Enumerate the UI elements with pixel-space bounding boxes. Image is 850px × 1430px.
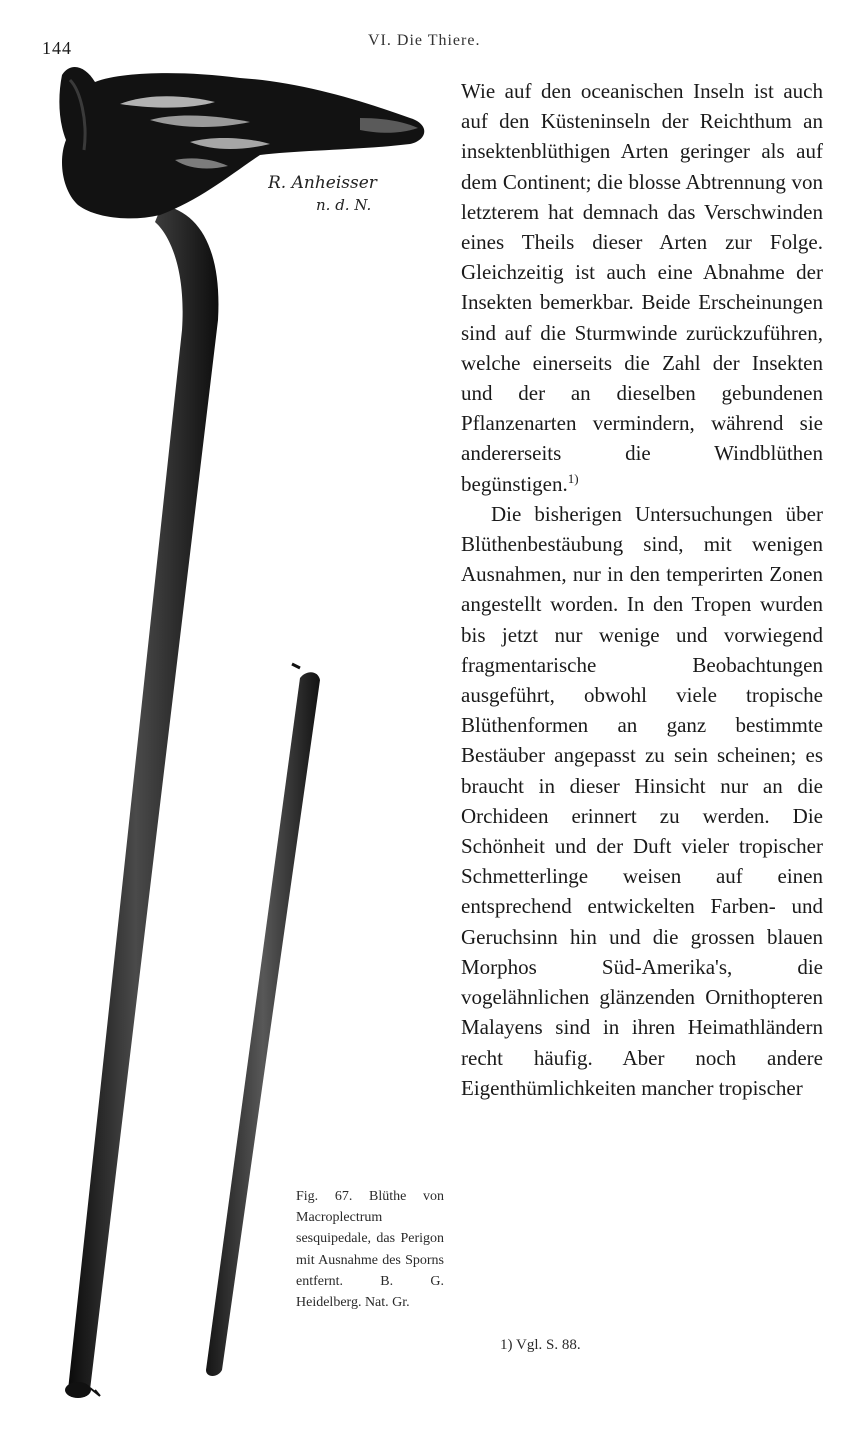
spur-detached-mark <box>292 664 300 668</box>
paragraph-1-text: Wie auf den oceanischen Inseln ist auch auf den Küsteninseln der Reichthum an insektenblüthigen Arten geringer als auf dem Continent; die blosse Abtrennung von letzterem hat demnach das Verschwinden eines Theils dieser Arten zur Folge. Gleichzeitig ist auch eine Abnahme der Insekten bemerkbar. Beide Erscheinungen sind auf die Sturmwinde zurückzuführen, welche einerseits die Zahl der Insekten und der an dieselben gebundenen Pflanzenarten vermindern, während sie andererseits die Windblüthen begünstigen. <box>461 79 823 496</box>
signature-line1: R. Anheisser <box>268 173 377 193</box>
spur-tip <box>65 1382 91 1398</box>
figure-caption: Fig. 67. Blüthe von Macroplectrum sesquipedale, das Perigon mit Ausnahme des Sporns entfernt. B. G. Heidelberg. Nat. Gr. <box>296 1189 444 1311</box>
paragraph-1 <box>461 76 823 499</box>
paragraph-2: Die bisherigen Untersuchungen über Blüthenbestäubung sind, mit wenigen Ausnahmen, nur in den temperirten Zonen angestellt worden. In den Tropen wurden bis jetzt nur wenige und vorwiegend fragmentarische Beobachtungen ausgeführt, obwohl viele tropische Blüthenformen an ganz bestimmte Bestäuber angepasst zu sein scheinen; es braucht in dieser Hinsicht nur an die Orchideen erinnert zu werden. Die Schönheit und der Duft vieler tropischer Schmetterlinge weisen auf einen entsprechend entwickelten Farben- und Geruchsinn hin und die grossen blauen Morphos Süd-Amerika's, die vogelähnlichen glänzenden Ornithopteren Malayens sind in ihren Heimathländern recht häufig. Aber noch andere Eigenthümlichkeiten mancher tropischer <box>461 501 823 1100</box>
spur-tip-mark <box>90 1388 100 1396</box>
artist-signature <box>268 168 418 218</box>
footnote <box>500 1337 581 1354</box>
spur-long <box>68 205 218 1395</box>
footnote-reference: 1) <box>567 470 579 486</box>
signature-line2: n. d. N. <box>316 196 372 214</box>
footnote-marker: 1) <box>500 1337 513 1353</box>
page-number: 144 <box>42 38 72 58</box>
footnote-text: Vgl. S. 88. <box>515 1337 581 1353</box>
running-head: VI. Die Thiere. <box>368 32 481 49</box>
body-text <box>461 76 823 1103</box>
